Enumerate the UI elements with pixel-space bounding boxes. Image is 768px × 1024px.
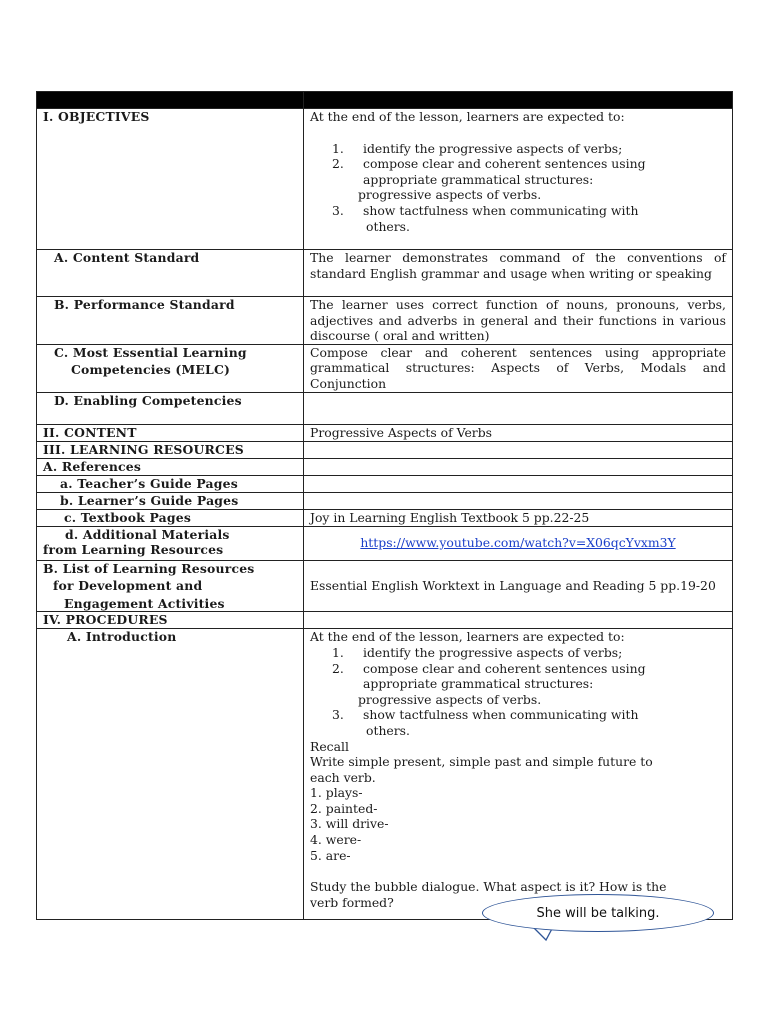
references-label: A. References [43, 458, 142, 474]
content-standard-text: The learner demonstrates command of the conventions of standard English grammar and usage when writing or speaking [310, 250, 726, 281]
table-header-row [37, 92, 733, 109]
objectives-row [37, 109, 733, 250]
list-item: 2. compose clear and coherent sentences using [332, 156, 646, 172]
list-item: 1. identify the progressive aspects of verbs; [332, 644, 623, 660]
introduction-intro: At the end of the lesson, learners are expected to: [310, 629, 625, 645]
content-text: Progressive Aspects of Verbs [310, 424, 492, 440]
list-item: 3. show tactfulness when communicating with [332, 707, 639, 723]
learning-resources-label: III. LEARNING RESOURCES [43, 441, 244, 457]
additional-label-line1: d. Additional Materials [65, 526, 230, 542]
list-resources-label-line3: Engagement Activities [64, 595, 225, 611]
content-label: II. CONTENT [43, 424, 137, 440]
textbook-row [37, 509, 733, 526]
list-item-continued: others. [366, 218, 410, 234]
melc-label-line1: C. Most Essential Learning [54, 344, 247, 360]
speech-bubble [482, 894, 714, 932]
verb-item: 1. plays- [310, 785, 363, 801]
melc-row [37, 344, 733, 392]
list-item-continued: others. [366, 722, 410, 738]
verb-item: 2. painted- [310, 800, 378, 816]
enabling-label: D. Enabling Competencies [54, 392, 242, 408]
enabling-row [37, 392, 733, 424]
list-resources-text: Essential English Worktext in Language and Reading 5 pp.19-20 [310, 578, 716, 594]
study-line2: verb formed? [310, 894, 394, 910]
list-item: 1. identify the progressive aspects of verbs; [332, 140, 623, 156]
list-resources-row [37, 560, 733, 612]
content-standard-label: A. Content Standard [54, 250, 200, 265]
performance-standard-label: B. Performance Standard [54, 297, 235, 312]
procedures-label: IV. PROCEDURES [43, 612, 168, 628]
performance-standard-row [37, 297, 733, 345]
list-item-continued: progressive aspects of verbs. [358, 691, 542, 707]
content-row [37, 424, 733, 441]
objectives-list [310, 141, 726, 235]
list-item: 3. show tactfulness when communicating with [332, 202, 639, 218]
teachers-guide-label: a. Teacher’s Guide Pages [60, 475, 238, 491]
recall-instruction-line1: Write simple present, simple past and simple future to [310, 754, 653, 770]
textbook-label: c. Textbook Pages [64, 509, 191, 525]
content-standard-row [37, 250, 733, 297]
procedures-row [37, 612, 733, 629]
teachers-guide-row [37, 475, 733, 492]
learners-guide-row [37, 492, 733, 509]
introduction-label: A. Introduction [67, 629, 177, 645]
verb-item: 4. were- [310, 832, 362, 848]
study-line1: Study the bubble dialogue. What aspect is it? How is the [310, 879, 667, 895]
lesson-plan-table [36, 91, 733, 920]
melc-label-line2: Competencies (MELC) [71, 362, 231, 378]
objectives-label: I. OBJECTIVES [43, 109, 150, 124]
recall-instruction-line2: each verb. [310, 769, 376, 785]
additional-materials-row [37, 526, 733, 560]
youtube-link[interactable]: https://www.youtube.com/watch?v=X06qcYvxm3Y [360, 535, 676, 551]
learning-resources-row [37, 441, 733, 458]
list-resources-label-line2: for Development and [53, 578, 203, 594]
textbook-text: Joy in Learning English Textbook 5 pp.22-25 [310, 509, 590, 525]
verb-item: 5. are- [310, 847, 351, 863]
list-item-continued: progressive aspects of verbs. [358, 187, 542, 203]
recall-heading: Recall [310, 738, 349, 754]
list-item-continued: appropriate grammatical structures: [363, 171, 594, 187]
list-resources-label-line1: B. List of Learning Resources [43, 560, 255, 576]
verb-item: 3. will drive- [310, 816, 389, 832]
performance-standard-text: The learner uses correct function of nouns, pronouns, verbs, adjectives and adverbs in general and their functions in various discourse ( oral and written) [310, 297, 726, 344]
objectives-intro: At the end of the lesson, learners are expected to: [310, 109, 625, 124]
introduction-objectives-list [310, 645, 726, 739]
introduction-row [37, 629, 733, 920]
references-row [37, 458, 733, 475]
list-item: 2. compose clear and coherent sentences using [332, 660, 646, 676]
melc-text: Compose clear and coherent sentences using appropriate grammatical structures: Aspects of Verbs, Modals and Conjunction [310, 344, 726, 391]
list-item-continued: appropriate grammatical structures: [363, 676, 594, 692]
learners-guide-label: b. Learner’s Guide Pages [60, 492, 239, 508]
additional-label-line2: from Learning Resources [43, 542, 224, 558]
speech-bubble-text: She will be talking. [536, 905, 660, 921]
